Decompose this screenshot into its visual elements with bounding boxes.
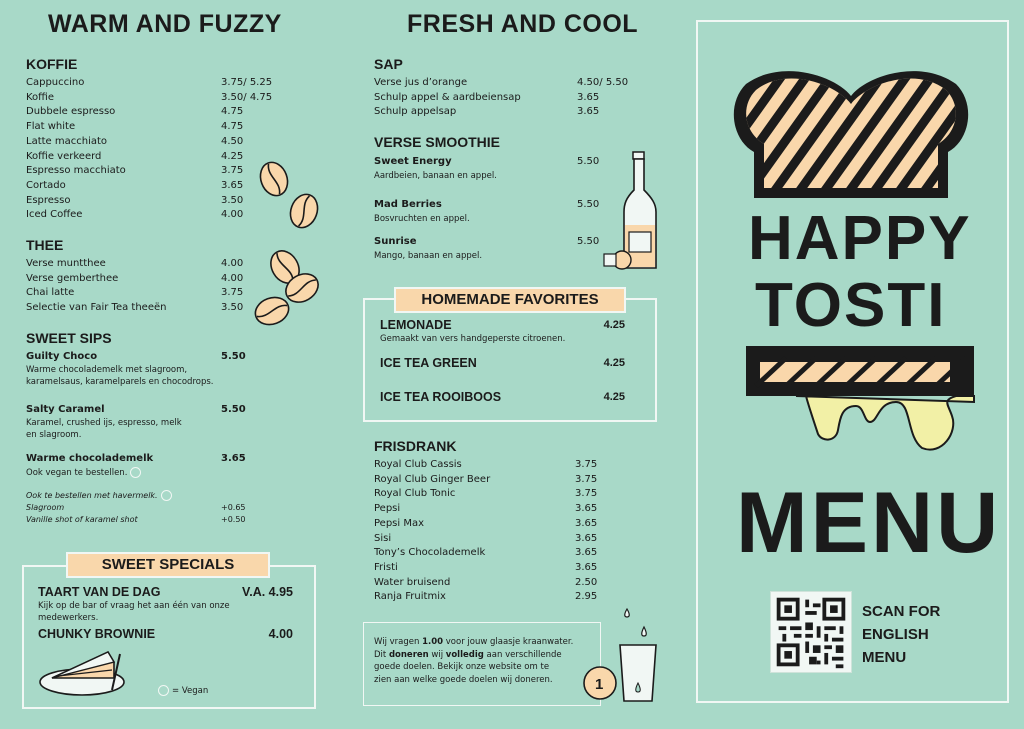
- item-price: 3.65: [577, 91, 600, 103]
- item-price: 3.65: [221, 179, 244, 191]
- item-price: 3.75: [575, 473, 598, 485]
- description-line: Ook vegan te bestellen.: [26, 468, 128, 478]
- sweet-specials-heading: SWEET SPECIALS: [66, 552, 270, 578]
- homemade-favorites-heading: HOMEMADE FAVORITES: [394, 287, 626, 313]
- item-name: Latte macchiato: [26, 135, 108, 147]
- description-line: Warme chocolademelk met slagroom,: [26, 365, 188, 375]
- extras-row: [26, 514, 256, 526]
- item-name: Espresso: [26, 194, 71, 206]
- special-price: V.A. 4.95: [242, 585, 293, 599]
- brand-name-line2: TOSTI: [755, 271, 947, 340]
- vegan-legend: [158, 685, 208, 698]
- item-price: 4.50/ 5.50: [577, 77, 629, 88]
- item-name: Water bruisend: [374, 576, 451, 588]
- item-name: Selectie van Fair Tea theeën: [26, 302, 167, 314]
- extras-note-line: Ook te bestellen met havermelk.: [26, 491, 158, 500]
- item-name: Mad Berries: [374, 199, 442, 210]
- item-price: 4.25: [221, 150, 244, 162]
- item-name: Verse jus d’orange: [374, 77, 468, 88]
- item-price: 4.00: [221, 272, 244, 284]
- item-description: [26, 467, 141, 480]
- item-price: 3.50: [221, 194, 244, 206]
- item-name: Tony’s Chocolademelk: [374, 547, 486, 559]
- section-heading-sap: SAP: [374, 56, 403, 72]
- special-description: [38, 601, 230, 624]
- item-description: Bosvruchten en appel.: [374, 214, 470, 224]
- qr-code-icon: [771, 592, 851, 672]
- tap-water-note: [374, 636, 573, 686]
- item-price: 4.75: [221, 121, 244, 133]
- extras-name: Vanille shot of karamel shot: [26, 515, 138, 524]
- item-name: Verse muntthee: [26, 258, 106, 269]
- extras-note: [26, 490, 172, 502]
- item-name: Sweet Energy: [374, 156, 452, 167]
- item-description: Aardbeien, banaan en appel.: [374, 171, 497, 181]
- cake-slice-illustration: [38, 640, 133, 698]
- item-price: 3.65: [575, 561, 598, 573]
- item-name: Royal Club Ginger Beer: [374, 473, 491, 485]
- left-column-title: WARM AND FUZZY: [48, 10, 282, 38]
- item-name: Salty Caramel: [26, 404, 105, 415]
- brand-name-line1: HAPPY: [748, 204, 972, 273]
- description-line: en slagroom.: [26, 429, 82, 440]
- item-name: Guilty Choco: [26, 351, 98, 362]
- item-name: Warme chocolademelk: [26, 453, 154, 464]
- vegan-legend-label: = Vegan: [172, 686, 209, 696]
- item-name: Schulp appelsap: [374, 106, 457, 118]
- extras-price: +0.50: [221, 515, 246, 524]
- item-price: 5.50: [577, 156, 600, 167]
- tap-water-line: Wij vragen 1.00 voor jouw glaasje kraanwater.: [374, 637, 574, 647]
- item-name: Sisi: [374, 532, 392, 544]
- water-glass-illustration: [580, 605, 665, 705]
- tap-water-line: goede doelen. Bekijk onze website om te: [374, 662, 550, 672]
- item-price: 5.50: [577, 199, 600, 210]
- scan-instruction: [862, 600, 940, 669]
- item-name: Ranja Fruitmix: [374, 591, 446, 603]
- description-line: medewerkers.: [38, 612, 99, 623]
- item-name: Sunrise: [374, 236, 417, 247]
- item-price: 3.75: [221, 165, 244, 177]
- section-heading-sweet-sips: SWEET SIPS: [26, 330, 112, 346]
- item-price: 4.00: [221, 209, 244, 221]
- coffee-beans-illustration: [252, 155, 332, 335]
- vegan-check-icon: [158, 685, 169, 696]
- special-price: 4.00: [268, 627, 293, 641]
- item-price: 3.65: [575, 532, 598, 544]
- item-price: 3.50: [221, 302, 244, 314]
- item-price: 5.50: [221, 404, 246, 415]
- item-price: 3.50/ 4.75: [221, 91, 273, 103]
- item-description: Mango, banaan en appel.: [374, 251, 483, 261]
- item-price: 3.65: [575, 503, 598, 515]
- homemade-name: ICE TEA ROOIBOOS: [380, 390, 502, 404]
- vegan-check-icon: [130, 467, 141, 478]
- item-price: 4.50: [221, 135, 244, 147]
- item-name: Dubbele espresso: [26, 106, 116, 118]
- toast-logo-icon: [726, 70, 976, 200]
- scan-line: SCAN FOR: [862, 603, 941, 620]
- svg-text:1: 1: [595, 676, 604, 693]
- item-name: Iced Coffee: [26, 209, 83, 221]
- section-heading-smoothie: VERSE SMOOTHIE: [374, 134, 501, 150]
- scan-line: ENGLISH: [862, 626, 929, 643]
- item-name: Verse gemberthee: [26, 272, 119, 284]
- item-price: 5.50: [221, 351, 246, 362]
- item-name: Koffie: [26, 91, 54, 103]
- menu-heading: MENU: [736, 475, 1002, 571]
- item-name: Flat white: [26, 121, 76, 133]
- qr-code-button[interactable]: [770, 591, 852, 673]
- item-price: 4.00: [221, 258, 244, 269]
- description-line: karamelsaus, karamelparels en chocodrops.: [26, 376, 214, 387]
- vegan-check-icon: [161, 490, 172, 501]
- item-description: [26, 418, 182, 441]
- homemade-price: 4.25: [603, 319, 625, 331]
- item-price: 3.75: [575, 459, 598, 470]
- section-heading-koffie: KOFFIE: [26, 56, 78, 72]
- item-name: Cortado: [26, 179, 66, 191]
- description-line: Karamel, crushed ijs, espresso, melk: [26, 418, 182, 428]
- item-price: 5.50: [577, 236, 600, 247]
- bottle-illustration: [600, 150, 670, 275]
- item-price: 3.65: [577, 106, 600, 118]
- extras-name: Slagroom: [26, 503, 65, 512]
- item-price: 3.75: [575, 488, 598, 500]
- item-description: [26, 365, 214, 388]
- homemade-name: ICE TEA GREEN: [380, 356, 477, 370]
- item-name: Royal Club Cassis: [374, 459, 462, 470]
- homemade-price: 4.25: [603, 357, 625, 369]
- middle-column-title: FRESH AND COOL: [407, 10, 639, 38]
- item-name: Royal Club Tonic: [374, 488, 456, 500]
- description-line: Kijk op de bar of vraag het aan één van onze: [38, 601, 230, 611]
- special-name: TAART VAN DE DAG: [38, 585, 161, 599]
- special-name: CHUNKY BROWNIE: [38, 627, 156, 641]
- homemade-name: LEMONADE: [380, 318, 452, 332]
- item-name: Chai latte: [26, 287, 75, 299]
- item-price: 2.95: [575, 591, 598, 603]
- cheese-drip-icon: [746, 346, 976, 456]
- item-price: 4.75: [221, 106, 244, 118]
- item-name: Schulp appel & aardbeiensap: [374, 91, 521, 103]
- scan-line: MENU: [862, 649, 907, 666]
- homemade-price: 4.25: [603, 391, 625, 403]
- tap-water-line: zien aan welke goede doelen wij doneren.: [374, 674, 553, 685]
- section-heading-frisdrank: FRISDRANK: [374, 438, 457, 454]
- item-price: 3.65: [575, 517, 598, 529]
- section-heading-thee: THEE: [26, 237, 64, 253]
- item-price: 3.65: [575, 547, 598, 559]
- item-name: Espresso macchiato: [26, 165, 126, 177]
- tap-water-line: Dit doneren wij volledig aan verschillende: [374, 649, 562, 660]
- item-price: 3.65: [221, 453, 246, 464]
- item-name: Fristi: [374, 561, 398, 573]
- item-name: Pepsi Max: [374, 517, 425, 529]
- extras-row: [26, 502, 256, 514]
- item-price: 3.75: [221, 287, 244, 299]
- item-name: Koffie verkeerd: [26, 150, 102, 162]
- item-name: Pepsi: [374, 503, 401, 515]
- item-name: Cappuccino: [26, 77, 85, 88]
- item-price: 3.75/ 5.25: [221, 77, 273, 88]
- homemade-description: Gemaakt van vers handgeperste citroenen.: [380, 334, 566, 344]
- extras-price: +0.65: [221, 503, 246, 512]
- item-price: 2.50: [575, 576, 598, 588]
